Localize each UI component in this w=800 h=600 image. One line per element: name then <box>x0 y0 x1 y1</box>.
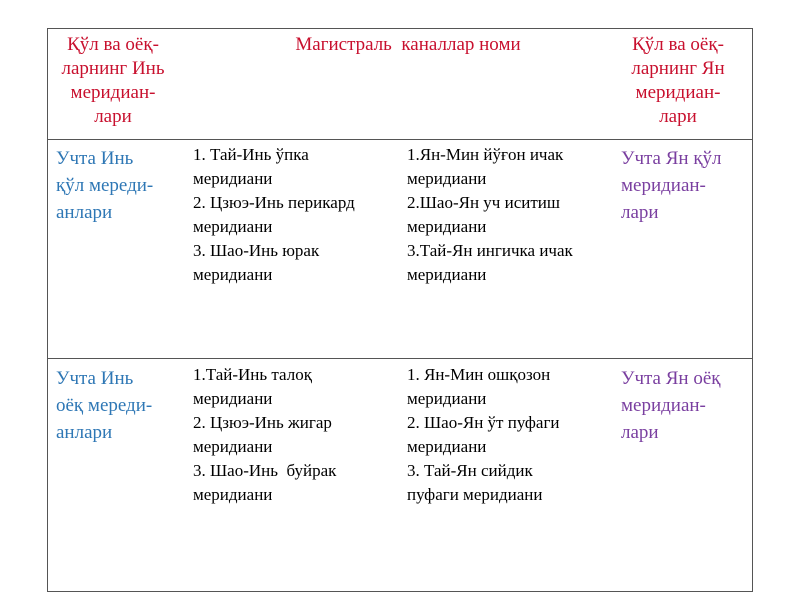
foot-yang-label <box>621 365 749 446</box>
side-label-line: меридиан- <box>621 175 706 196</box>
header-left-line: ларнинг Инь <box>61 58 165 79</box>
side-label-line: қўл мереди- <box>56 175 154 196</box>
list-line: меридиани <box>193 265 273 284</box>
side-label-line: Учта Инь <box>56 148 134 169</box>
header-right-line: меридиан- <box>635 82 721 103</box>
list-line: 2. Шао-Ян ўт пуфаги <box>407 413 560 432</box>
list-line: 1.Тай-Инь талоқ <box>193 365 312 384</box>
side-label-line: Учта Инь <box>56 368 134 389</box>
side-label-line: лари <box>621 202 659 223</box>
hand-yin-list <box>193 143 405 287</box>
side-label-line: анлари <box>56 422 113 443</box>
header-yin-meridians <box>52 33 174 129</box>
list-line: пуфаги меридиани <box>407 485 543 504</box>
foot-yin-list <box>193 363 405 507</box>
header-right-line: лари <box>659 106 697 127</box>
list-line: меридиани <box>407 217 487 236</box>
side-label-line: Учта Ян қўл <box>621 148 722 169</box>
list-line: 1. Ян-Мин ошқозон <box>407 365 551 384</box>
hand-yang-list <box>407 143 617 287</box>
header-main-channels: Магистраль каналлар номи <box>295 34 521 55</box>
list-line: 3.Тай-Ян ингичка ичак <box>407 241 573 260</box>
header-right-line: Қўл ва оёқ- <box>632 34 724 55</box>
header-left-line: Қўл ва оёқ- <box>67 34 159 55</box>
header-right-line: ларнинг Ян <box>631 58 725 79</box>
header-left-line: меридиан- <box>70 82 156 103</box>
side-label-line: оёқ мереди- <box>56 395 153 416</box>
list-line: 2. Цзюэ-Инь жигар <box>193 413 332 432</box>
list-line: 1. Тай-Инь ўпка <box>193 145 309 164</box>
list-line: меридиани <box>407 265 487 284</box>
header-yang-meridians <box>608 33 748 129</box>
meridian-table <box>47 28 753 592</box>
list-line: 2. Цзюэ-Инь перикард <box>193 193 355 212</box>
list-line: 3. Тай-Ян сийдик <box>407 461 533 480</box>
list-line: меридиани <box>407 169 487 188</box>
foot-yang-list <box>407 363 617 507</box>
list-line: 2.Шао-Ян уч иситиш <box>407 193 560 212</box>
foot-yin-label <box>56 365 181 446</box>
side-label-line: лари <box>621 422 659 443</box>
list-line: меридиани <box>193 217 273 236</box>
list-line: 3. Шао-Инь буйрак <box>193 461 337 480</box>
table-row-foot <box>48 359 752 591</box>
table-header-row <box>48 29 752 140</box>
list-line: меридиани <box>193 437 273 456</box>
side-label-line: анлари <box>56 202 113 223</box>
header-left-line: лари <box>94 106 132 127</box>
list-line: меридиани <box>193 389 273 408</box>
side-label-line: Учта Ян оёқ <box>621 368 721 389</box>
table-row-hand <box>48 139 752 359</box>
hand-yang-label <box>621 145 749 226</box>
list-line: меридиани <box>193 485 273 504</box>
list-line: 3. Шао-Инь юрак <box>193 241 320 260</box>
list-line: меридиани <box>407 389 487 408</box>
list-line: меридиани <box>193 169 273 188</box>
side-label-line: меридиан- <box>621 395 706 416</box>
hand-yin-label <box>56 145 181 226</box>
list-line: 1.Ян-Мин йўғон ичак <box>407 145 564 164</box>
list-line: меридиани <box>407 437 487 456</box>
